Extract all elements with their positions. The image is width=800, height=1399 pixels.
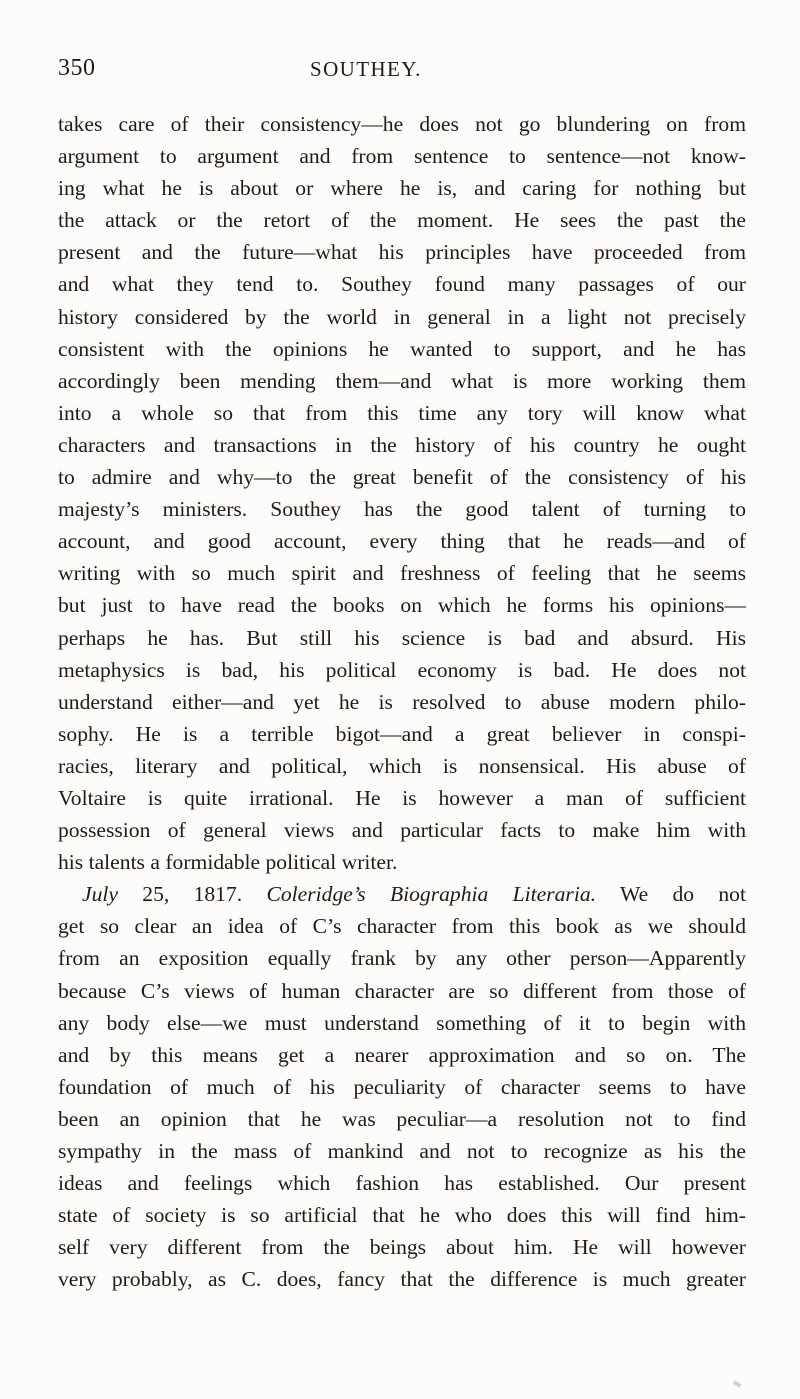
text-line: been an opinion that he was peculiar—a resolution not to find [58,1106,746,1131]
text-line: characters and transactions in the history of his country he ought [58,432,746,457]
text-line: history considered by the world in general in a light not precisely [58,304,746,329]
entry-date: July [82,882,118,907]
text-line: sophy. He is a terrible bigot—and a great believer in conspi- [58,721,746,746]
text-line: present and the future—what his principles have proceeded from [58,240,746,265]
text-line: the attack or the retort of the moment. He sees the past the [58,208,746,233]
text-line: because C’s views of human character are so different from those of [58,978,746,1003]
text-line: to admire and why—to the great benefit of the consistency of his [58,465,746,490]
text-line: metaphysics is bad, his political economy is bad. He does not [58,657,746,682]
text-line: accordingly been mending them—and what is more working them [58,368,746,393]
text-line: his talents a formidable political writer. [58,850,398,875]
text-line: racies, literary and political, which is nonsensical. His abuse of [58,753,746,778]
running-head [58,55,748,91]
text-line: understand either—and yet he is resolved to abuse modern philo- [58,689,746,714]
text-line: foundation of much of his peculiarity of character seems to have [58,1074,746,1099]
text-line: any body else—we must understand something of it to begin with [58,1010,746,1035]
text-line: perhaps he has. But still his science is bad and absurd. His [58,625,746,650]
text-line: takes care of their consistency—he does not go blundering on from [58,112,746,136]
text-line: and by this means get a nearer approximation and so on. The [58,1042,746,1067]
paper-speck [733,1380,742,1387]
text-line: account, and good account, every thing that he reads—and of [58,529,746,554]
text-line: ing what he is about or where he is, and caring for nothing but [58,176,746,201]
text-line: ideas and feelings which fashion has established. Our present [58,1171,746,1196]
text-line: Voltaire is quite irrational. He is however a man of sufficient [58,785,746,810]
entry-first-line-rest: We do not [596,882,746,907]
entry-date-rest: 25, 1817. [117,882,267,907]
text-line: possession of general views and particular facts to make him with [58,818,746,843]
text-line: majesty’s ministers. Southey has the good talent of turning to [58,497,746,522]
running-title: SOUTHEY. [310,57,422,81]
entry-title: Coleridge’s Biographia Literaria. [266,882,597,907]
page-number: 350 [58,55,96,81]
text-line: state of society is so artificial that he who does this will find him- [58,1203,746,1228]
text-line: argument to argument and from sentence to sentence—not know- [58,144,746,169]
entry-heading-line [58,878,746,910]
text-line: very probably, as C. does, fancy that the difference is much greater [58,1267,746,1292]
text-line: but just to have read the books on which he forms his opinions— [58,593,746,618]
text-line: self very different from the beings about him. He will however [58,1235,746,1260]
text-line: from an exposition equally frank by any other person—Apparently [58,946,746,971]
text-line: consistent with the opinions he wanted to support, and he has [58,336,746,361]
body-text [58,108,746,1295]
text-line: and what they tend to. Southey found many passages of our [58,272,746,297]
text-line: into a whole so that from this time any tory will know what [58,400,746,425]
text-line: get so clear an idea of C’s character from this book as we should [58,914,746,939]
text-line: writing with so much spirit and freshness of feeling that he seems [58,561,746,586]
text-line: sympathy in the mass of mankind and not to recognize as his the [58,1139,746,1163]
